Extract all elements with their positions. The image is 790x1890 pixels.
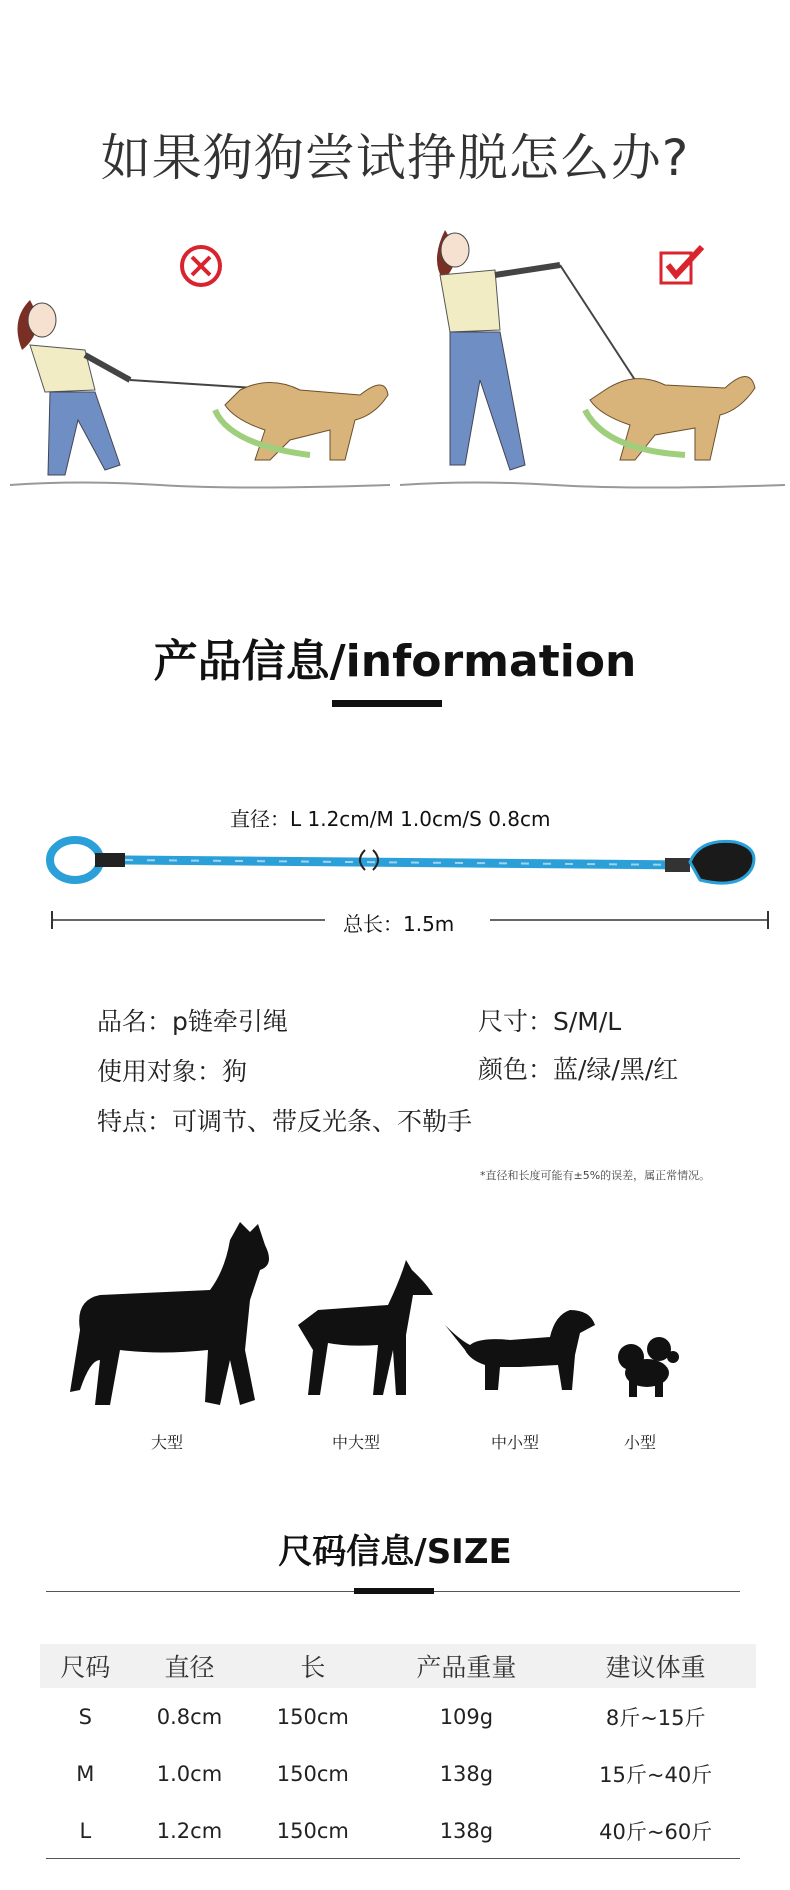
table-cell: 150cm	[276, 1761, 349, 1786]
question-title: 如果狗狗尝试挣脱怎么办?	[100, 129, 690, 187]
medium-large-dog-silhouette	[288, 1255, 438, 1405]
table-row	[40, 1688, 756, 1745]
table-row	[40, 1745, 756, 1802]
leash-image	[40, 820, 760, 900]
table-cell: 109g	[439, 1704, 494, 1729]
dog-size-label: 中小型	[490, 1433, 539, 1452]
table-cell: M	[76, 1761, 95, 1786]
col-size-header: 尺码	[40, 1644, 131, 1688]
dog-size-label: 大型	[150, 1433, 183, 1452]
title-underline	[354, 1588, 434, 1594]
diameter-label: 直径：L 1.2cm/M 1.0cm/S 0.8cm	[230, 807, 551, 831]
table-header-row	[40, 1644, 756, 1688]
col-length-header: 长	[248, 1644, 377, 1688]
spec-size: 尺寸：S/M/L	[478, 1007, 622, 1036]
dog-size-label: 小型	[623, 1433, 656, 1452]
wrong-walking-illustration	[0, 280, 400, 510]
table-cell: S	[78, 1704, 93, 1729]
title-underline	[332, 700, 442, 707]
total-length-label: 总长：1.5m	[343, 912, 455, 936]
dog-size-label: 中大型	[331, 1433, 380, 1452]
spec-name: 品名：p链牵引绳	[97, 1007, 288, 1036]
table-cell: 150cm	[276, 1818, 349, 1843]
table-cell: 40斤~60斤	[599, 1819, 713, 1844]
size-title: 尺码信息/SIZE	[278, 1532, 512, 1572]
table-cell: 8斤~15斤	[605, 1705, 706, 1730]
col-diameter-header: 直径	[131, 1644, 249, 1688]
table-cell: 138g	[439, 1818, 494, 1843]
table-cell: 150cm	[276, 1704, 349, 1729]
table-cell: 138g	[439, 1761, 494, 1786]
table-cell: 1.2cm	[156, 1818, 223, 1843]
info-title: 产品信息/information	[153, 636, 637, 687]
size-table	[40, 1644, 756, 1859]
table-cell: L	[79, 1818, 92, 1843]
table-cell: 15斤~40斤	[599, 1762, 713, 1787]
spec-features: 特点：可调节、带反光条、不勒手	[97, 1107, 473, 1136]
table-cell: 0.8cm	[156, 1704, 223, 1729]
table-bottom-rule	[46, 1858, 740, 1859]
table-row	[40, 1802, 756, 1859]
correct-walking-illustration	[395, 220, 790, 510]
small-dog-silhouette	[617, 1335, 687, 1400]
spec-target: 使用对象：狗	[97, 1057, 248, 1086]
col-weight-header: 产品重量	[377, 1644, 555, 1688]
table-cell: 1.0cm	[156, 1761, 223, 1786]
large-dog-silhouette	[60, 1220, 290, 1420]
col-recommended-weight-header: 建议体重	[555, 1644, 756, 1688]
spec-color: 颜色：蓝/绿/黑/红	[478, 1055, 679, 1084]
medium-small-dog-silhouette	[440, 1305, 600, 1395]
tolerance-note: *直径和长度可能有±5%的误差，属正常情况。	[480, 1169, 711, 1182]
